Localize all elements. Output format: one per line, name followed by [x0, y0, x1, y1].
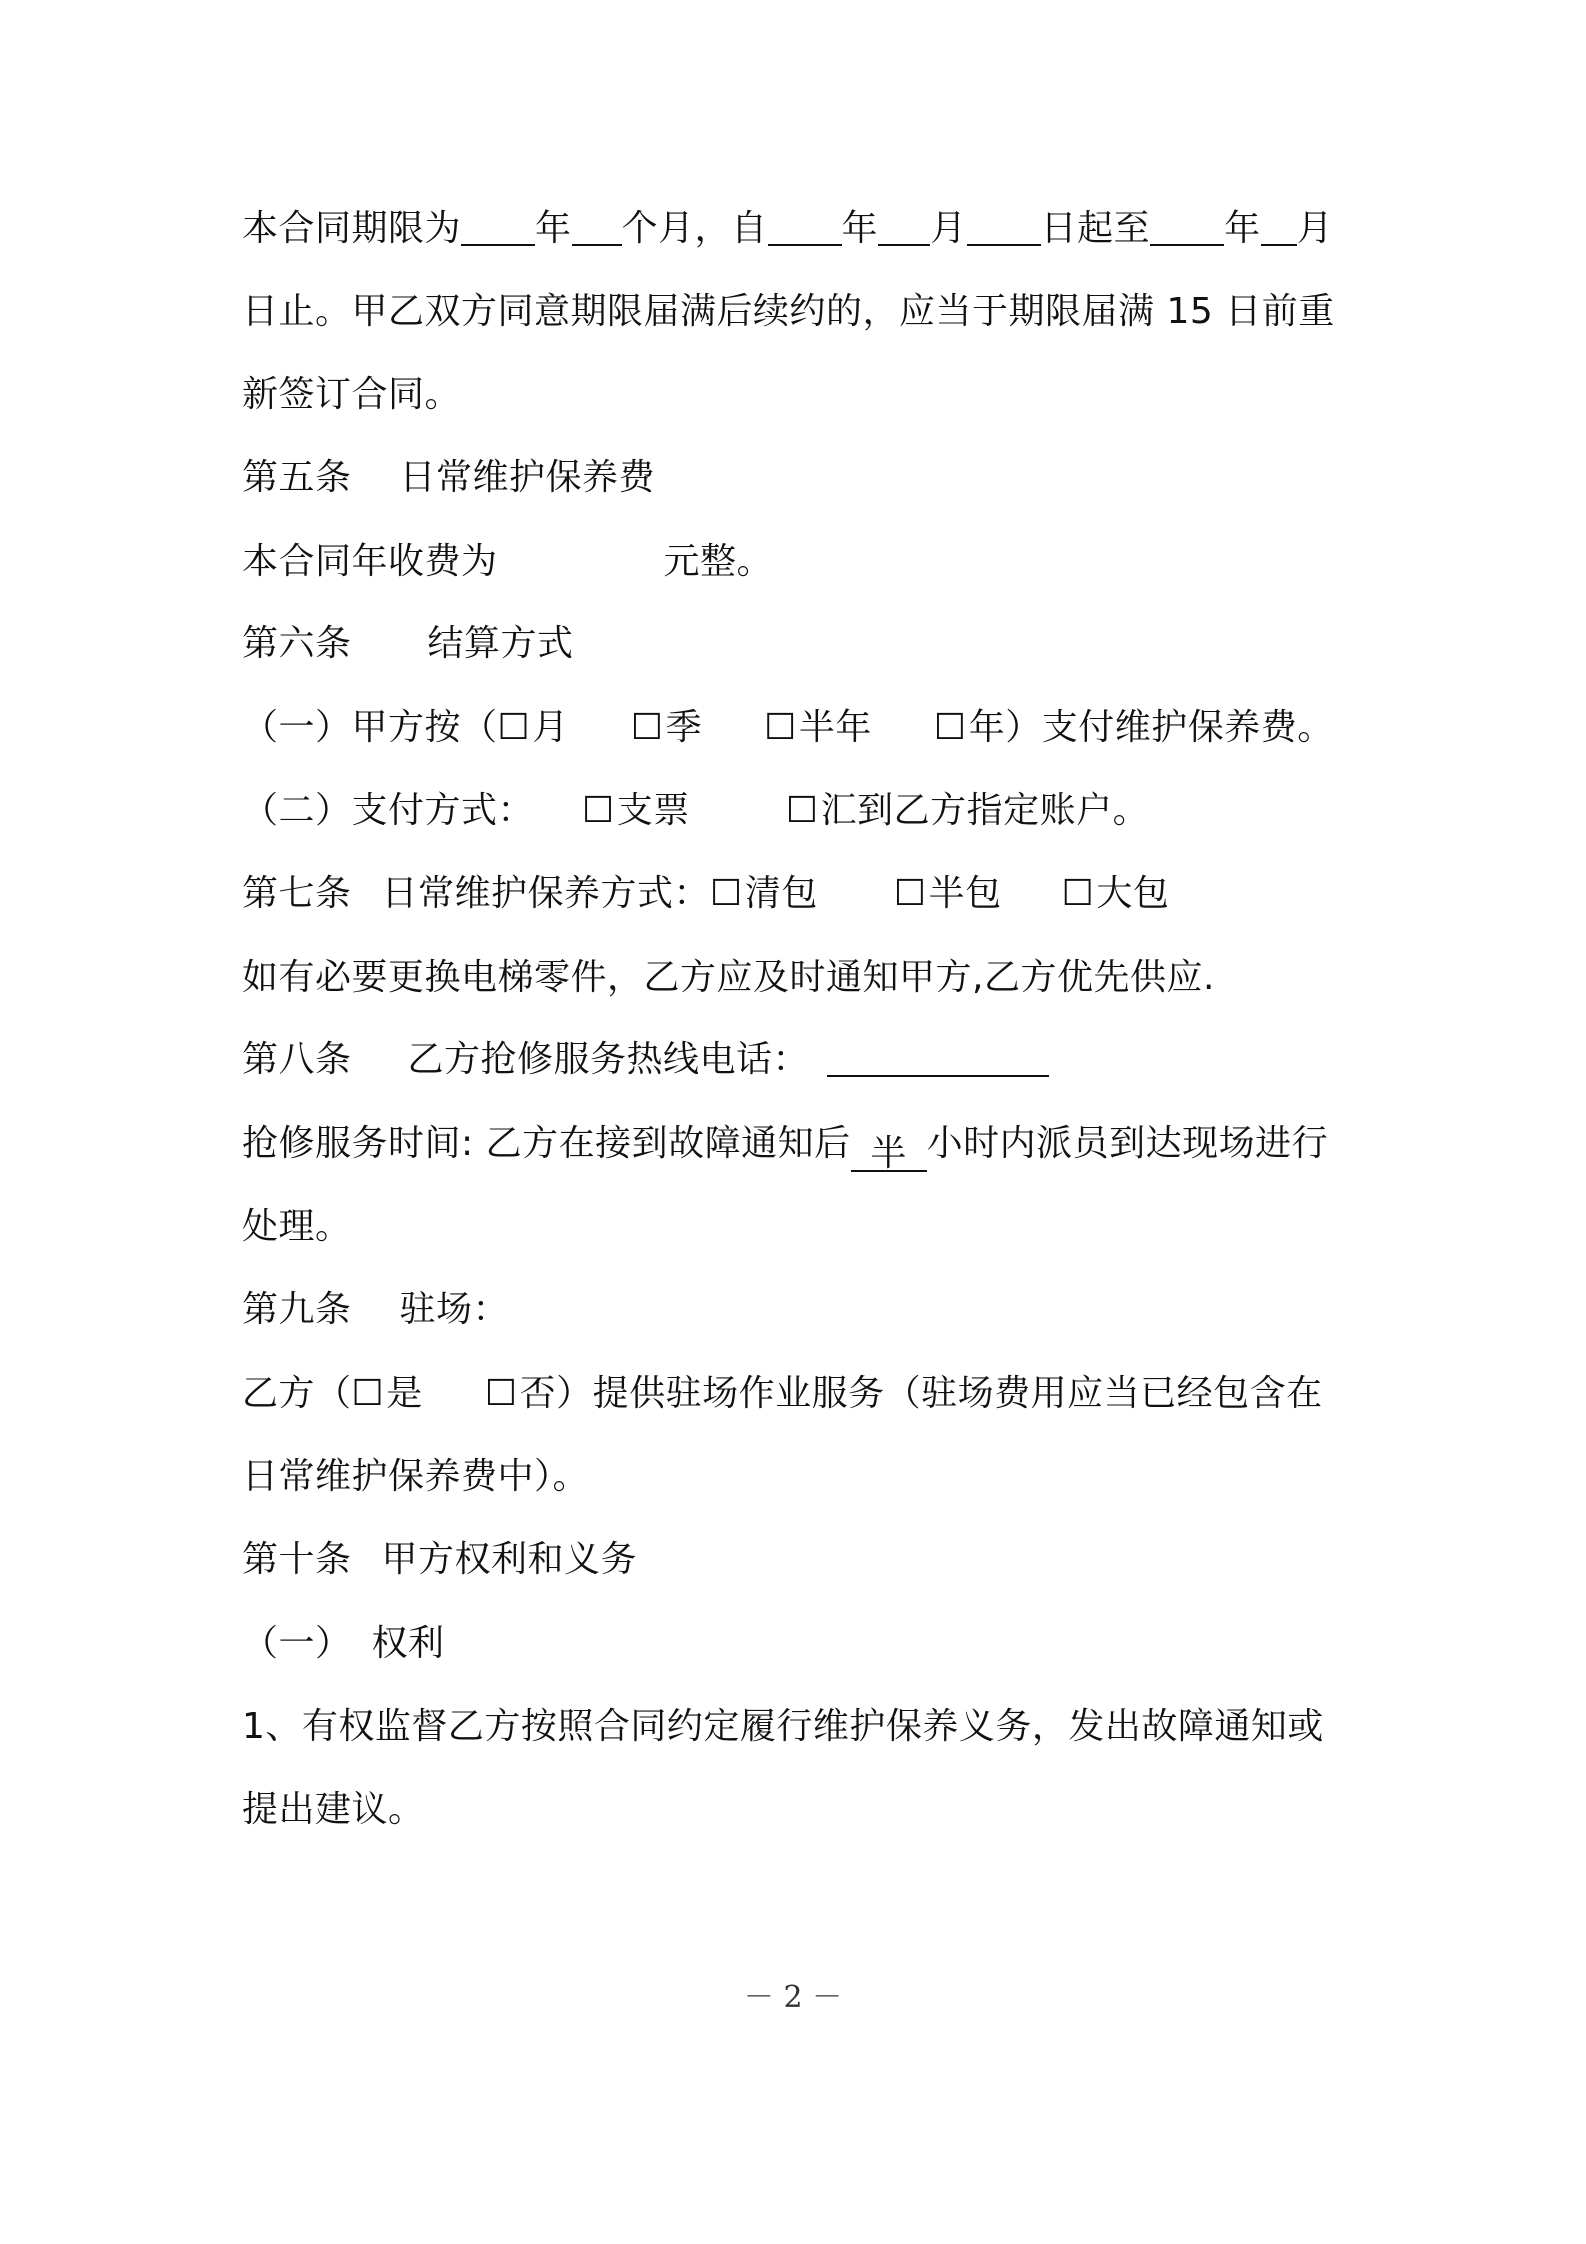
article-number: 第六条 [242, 623, 352, 664]
article-10-heading [242, 1536, 637, 1584]
option-label: 半年 [798, 707, 872, 748]
checkbox-bank-transfer[interactable]: ☐ [785, 790, 819, 831]
rights-subheading [242, 1620, 445, 1668]
checkbox-cheque[interactable]: ☐ [582, 790, 615, 831]
term-text: 年 [1224, 208, 1261, 249]
article-6-heading [242, 620, 574, 668]
fee-line [242, 538, 773, 586]
term-text: 年 [841, 208, 879, 249]
article-title: 乙方抢修服务热线电话： [407, 1039, 810, 1080]
option-label: 支票 [616, 790, 690, 831]
payment-period-suffix: ）支付维护保养费。 [1005, 707, 1334, 748]
fee-suffix: 元整。 [663, 541, 774, 582]
option-label: 是 [386, 1373, 423, 1414]
term-text: 个月，自 [621, 208, 768, 249]
term-text: 年 [535, 208, 572, 249]
parts-note: 如有必要更换电梯零件，乙方应及时通知甲方,乙方优先供应. [242, 957, 1215, 998]
blank-start-month[interactable] [878, 210, 930, 246]
payment-period-prefix: （一）甲方按（ [242, 707, 498, 748]
option-label: 否 [519, 1373, 557, 1414]
option-label: 月 [532, 707, 569, 748]
page-number: － 2 － [743, 1980, 843, 2015]
checkbox-semi-inclusive[interactable]: ☐ [893, 873, 927, 914]
option-label: 清包 [744, 873, 818, 914]
checkbox-half-year[interactable]: ☐ [764, 707, 797, 748]
article-title: 驻场： [399, 1289, 510, 1330]
response-time-value[interactable]: 半 [851, 1130, 927, 1172]
article-5-heading [242, 454, 655, 502]
sub-number: （一） [242, 1623, 352, 1664]
article-number: 第八条 [242, 1039, 352, 1080]
term-line-1 [242, 205, 1333, 253]
payment-method-line [242, 787, 1149, 835]
article-title: 结算方式 [427, 623, 574, 664]
checkbox-quarterly[interactable]: ☐ [630, 707, 664, 748]
article-title: 甲方权利和义务 [381, 1539, 638, 1580]
service-time-line [242, 1120, 1328, 1172]
service-time-suffix: 小时内派员到达现场进行 [926, 1123, 1329, 1164]
blank-end-year[interactable] [1150, 210, 1224, 246]
blank-years[interactable] [461, 210, 535, 246]
article-title: 日常维护保养方式： [381, 873, 711, 914]
option-label: 大包 [1096, 873, 1170, 914]
checkbox-full-inclusive[interactable]: ☐ [1061, 873, 1095, 914]
payment-method-prefix: （二）支付方式： [242, 790, 535, 831]
term-text: 月 [1296, 208, 1334, 249]
option-label: 季 [665, 707, 703, 748]
blank-start-year[interactable] [768, 210, 842, 246]
term-text: 日起至 [1040, 208, 1151, 249]
checkbox-yes[interactable]: ☐ [351, 1373, 385, 1414]
article-title: 日常维护保养费 [399, 457, 656, 498]
service-time-prefix: 抢修服务时间: 乙方在接到故障通知后 [242, 1123, 851, 1164]
blank-end-month[interactable] [1261, 210, 1297, 246]
checkbox-yearly[interactable]: ☐ [933, 707, 967, 748]
article-number: 第十条 [242, 1539, 352, 1580]
term-text: 月 [930, 208, 967, 249]
article-9-heading [242, 1286, 509, 1334]
article-number: 第五条 [242, 457, 352, 498]
checkbox-monthly[interactable]: ☐ [497, 707, 531, 748]
term-line-3: 新签订合同。 [242, 374, 462, 415]
sub-title: 权利 [371, 1623, 445, 1664]
checkbox-no[interactable]: ☐ [484, 1373, 518, 1414]
term-line-2: 日止。甲乙双方同意期限届满后续约的，应当于期限届满 15 日前重 [242, 291, 1335, 332]
blank-hotline[interactable] [827, 1041, 1049, 1077]
onsite-line-2: 日常维护保养费中）。 [242, 1456, 590, 1497]
fee-prefix: 本合同年收费为 [242, 541, 498, 582]
onsite-suffix: ）提供驻场作业服务（驻场费用应当已经包含在 [556, 1373, 1323, 1414]
article-number: 第九条 [242, 1289, 352, 1330]
article-8-heading [242, 1036, 1049, 1084]
option-label: 半包 [928, 873, 1002, 914]
rights-item-1-line-2: 提出建议。 [242, 1789, 425, 1830]
term-text: 本合同期限为 [242, 208, 462, 249]
checkbox-labor-only[interactable]: ☐ [710, 873, 743, 914]
rights-item-1-line-1: 1、有权监督乙方按照合同约定履行维护保养义务，发出故障通知或 [242, 1706, 1324, 1747]
option-label: 年 [968, 707, 1006, 748]
option-label: 汇到乙方指定账户。 [820, 790, 1150, 831]
blank-start-day[interactable] [967, 210, 1041, 246]
onsite-line [242, 1370, 1323, 1418]
onsite-prefix: 乙方（ [242, 1373, 352, 1414]
blank-months[interactable] [572, 210, 622, 246]
article-7-heading [242, 870, 1169, 918]
service-time-line-2: 处理。 [242, 1206, 352, 1247]
payment-period-line [242, 704, 1334, 752]
article-number: 第七条 [242, 873, 352, 914]
